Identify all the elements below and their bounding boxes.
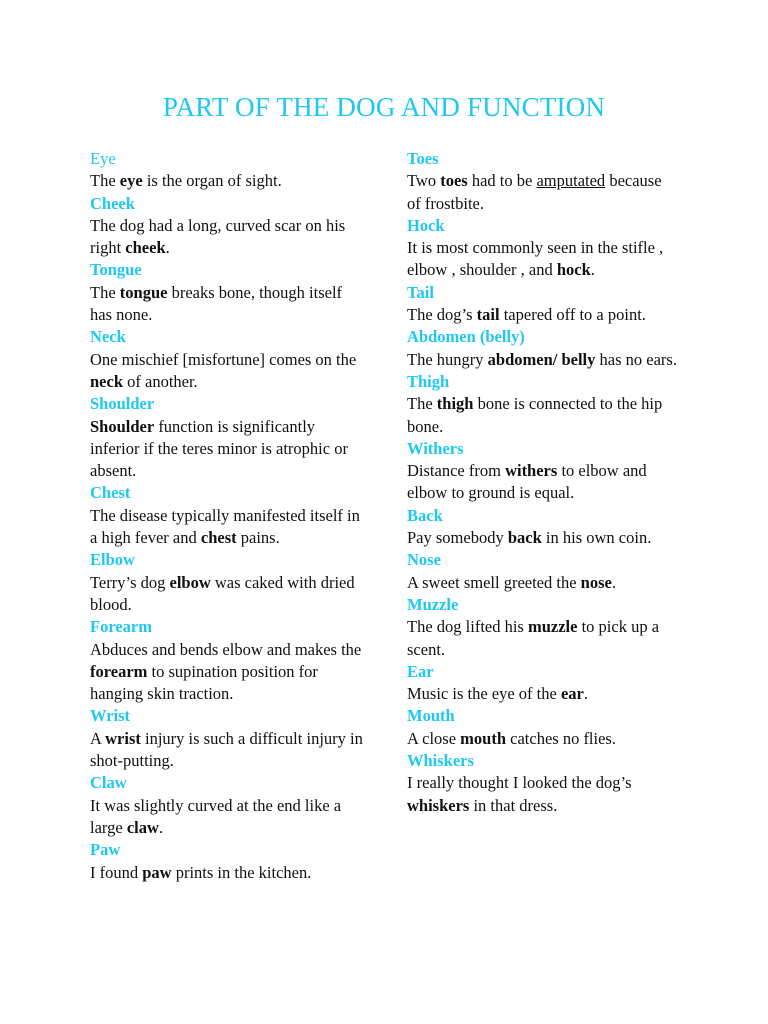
- example-sentence: The thigh bone is connected to the hip bone.: [407, 394, 663, 436]
- vocab-entry: [407, 438, 677, 505]
- example-sentence: One mischief [misfortune] comes on the neck of another.: [90, 349, 357, 391]
- example-sentence: I really thought I looked the dog’s whiskers in that dress.: [407, 773, 632, 815]
- vocab-entry: [90, 616, 365, 705]
- highlighted-word: toes: [440, 171, 468, 191]
- vocab-term: Hock: [407, 215, 445, 235]
- vocab-term: Withers: [407, 438, 464, 458]
- vocab-entry: [90, 772, 365, 839]
- highlighted-word: back: [507, 528, 542, 548]
- highlighted-word: muzzle: [527, 617, 578, 637]
- vocab-term: Mouth: [407, 706, 455, 726]
- example-sentence: The dog’s tail tapered off to a point.: [407, 305, 646, 325]
- vocab-entry: [90, 193, 365, 260]
- vocab-term: Thigh: [407, 371, 450, 391]
- vocab-entry: [407, 326, 677, 371]
- vocab-entry: [407, 750, 677, 817]
- highlighted-word: elbow: [169, 572, 211, 592]
- vocab-term: Elbow: [90, 550, 135, 570]
- highlighted-word: whiskers: [407, 795, 470, 815]
- vocab-entry: [407, 594, 677, 661]
- highlighted-word: Shoulder: [90, 416, 155, 436]
- vocab-term: Shoulder: [90, 394, 155, 414]
- vocab-entry: [407, 282, 677, 327]
- highlighted-word: neck: [90, 371, 123, 391]
- right-column: [407, 148, 677, 817]
- highlighted-word: ear: [560, 684, 584, 704]
- vocab-term: Muzzle: [407, 594, 459, 614]
- example-sentence: Terry’s dog elbow was caked with dried blood.: [90, 572, 355, 614]
- vocab-entry: [407, 148, 677, 215]
- highlighted-word: claw: [126, 817, 159, 837]
- highlighted-word: hock: [556, 260, 591, 280]
- vocab-term: Tail: [407, 282, 434, 302]
- example-sentence: The disease typically manifested itself in a high fever and chest pains.: [90, 505, 360, 548]
- example-sentence: It is most commonly seen in the stifle , elbow , shoulder , and hock.: [407, 238, 664, 280]
- vocab-entry: [90, 549, 365, 616]
- vocab-term: Cheek: [90, 193, 135, 213]
- vocab-entry: [90, 482, 365, 549]
- example-sentence: Abduces and bends elbow and makes the forearm to supination position for hanging skin traction.: [90, 639, 362, 704]
- highlighted-word: mouth: [460, 728, 507, 748]
- highlighted-word: chest: [200, 528, 237, 548]
- highlighted-word: eye: [119, 171, 143, 191]
- page-title: PART OF THE DOG AND FUNCTION: [162, 92, 606, 122]
- vocab-term: Tongue: [90, 260, 142, 280]
- highlighted-word: tongue: [119, 282, 168, 302]
- vocab-term: Neck: [90, 327, 126, 347]
- vocab-term: Whiskers: [407, 751, 474, 771]
- vocab-entry: [407, 505, 677, 550]
- example-sentence: Shoulder function is significantly inferior if the teres minor is atrophic or absent.: [90, 416, 348, 481]
- vocab-entry: [90, 326, 365, 393]
- example-sentence: I found paw prints in the kitchen.: [90, 862, 312, 882]
- highlighted-word: wrist: [105, 728, 141, 748]
- vocab-term: Toes: [407, 149, 439, 168]
- vocab-term: Back: [407, 505, 443, 525]
- vocab-term: Wrist: [90, 706, 131, 726]
- vocab-entry: [407, 661, 677, 706]
- highlighted-word: paw: [142, 862, 172, 882]
- vocab-entry: [90, 148, 365, 193]
- highlighted-word: nose: [580, 572, 612, 592]
- vocab-entry: [407, 371, 677, 438]
- highlighted-word: cheek: [125, 238, 166, 258]
- highlighted-word: abdomen/ belly: [487, 349, 596, 369]
- example-sentence: Pay somebody back in his own coin.: [407, 528, 652, 548]
- vocab-term: Eye: [90, 149, 116, 168]
- highlighted-word: forearm: [90, 661, 148, 681]
- example-sentence: The dog had a long, curved scar on his right cheek.: [90, 215, 346, 258]
- highlighted-word: thigh: [436, 394, 474, 414]
- highlighted-word: tail: [476, 305, 500, 325]
- vocab-term: Nose: [407, 550, 441, 570]
- example-sentence: The tongue breaks bone, though itself has none.: [90, 282, 343, 325]
- vocab-term: Paw: [90, 840, 121, 860]
- left-column: [90, 148, 365, 884]
- example-sentence: The hungry abdomen/ belly has no ears.: [407, 349, 677, 369]
- vocab-entry: [90, 839, 365, 884]
- vocab-entry: [407, 549, 677, 594]
- example-sentence: A wrist injury is such a difficult injury in shot-putting.: [90, 728, 363, 771]
- example-sentence: It was slightly curved at the end like a large claw.: [90, 795, 342, 837]
- example-sentence: Music is the eye of the ear.: [407, 684, 588, 704]
- vocab-entry: [407, 215, 677, 282]
- vocab-entry: [90, 393, 365, 482]
- example-sentence: The eye is the organ of sight.: [90, 171, 282, 191]
- vocab-term: Claw: [90, 773, 127, 793]
- vocab-entry: [407, 705, 677, 750]
- example-sentence: The dog lifted his muzzle to pick up a scent.: [407, 617, 660, 659]
- underlined-word: amputated: [536, 171, 606, 191]
- vocab-term: Abdomen (belly): [407, 327, 525, 347]
- example-sentence: A sweet smell greeted the nose.: [407, 572, 616, 592]
- highlighted-word: withers: [505, 461, 558, 481]
- vocab-term: Ear: [407, 661, 434, 681]
- vocab-term: Chest: [90, 483, 131, 503]
- example-sentence: Two toes had to be amputated because of frostbite.: [407, 171, 662, 213]
- vocab-entry: [90, 705, 365, 772]
- vocab-entry: [90, 259, 365, 326]
- example-sentence: Distance from withers to elbow and elbow to ground is equal.: [407, 461, 647, 503]
- vocab-term: Forearm: [90, 617, 152, 637]
- example-sentence: A close mouth catches no flies.: [407, 728, 616, 748]
